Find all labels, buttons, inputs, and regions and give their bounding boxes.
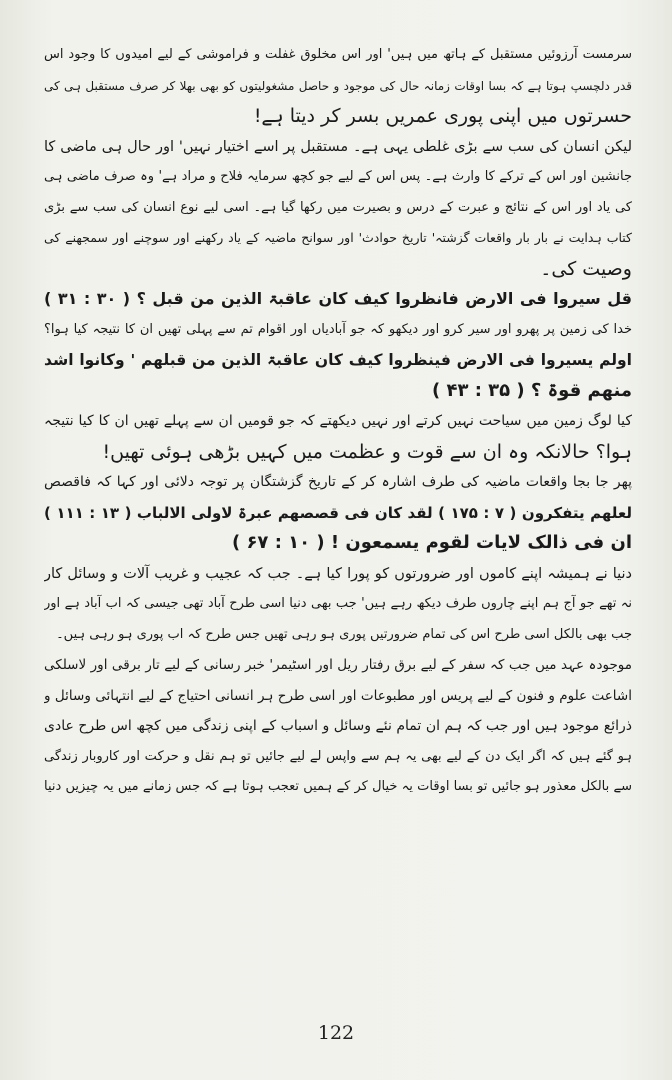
text-line: وصیت کی۔	[540, 257, 632, 280]
page-body-text	[44, 40, 632, 803]
text-line: دنیا نے ہمیشہ اپنے کاموں اور ضرورتوں کو پورا کیا ہے۔ جب کہ عجیب و غریب آلات و وسائل کار	[44, 565, 632, 582]
text-line: کی یاد اور اس کے نتائج و عبرت کے درس و بصیرت میں رکھا گیا ہے۔ اسی لیے نوع انسان کی سب سے بڑی	[44, 199, 632, 215]
arabic-verse-line: منھم قوۃ ؟ ( ۳۵ : ۴۳ )	[431, 379, 632, 401]
text-line: خدا کی زمین پر پھرو اور سیر کرو اور دیکھو کہ جو آبادیاں اور اقوام تم سے پہلی تھیں ان کا نتیجہ کیا ہوا؟	[44, 321, 632, 337]
text-line: سے بالکل معذور ہو جائیں تو بسا اوقات یہ خیال کر کے ہمیں تعجب ہوتا ہے کہ جس زمانے میں یہ چیزیں دنیا	[44, 779, 632, 794]
arabic-verse-line: قل سیروا فی الارض فانظروا کیف کان عاقبۃ الذین من قبل ؟ ( ۳۰ : ۳۱ )	[44, 289, 632, 308]
arabic-verse-line: ان فی ذالک لایات لقوم یسمعون ! ( ۱۰ : ۶۷ )	[231, 532, 632, 553]
text-line: اشاعت علوم و فنون کے لیے پریس اور مطبوعات اور اسی طرح ہر انسانی احتیاج کے لیے انتہائی وسائل و	[44, 687, 632, 704]
arabic-verse-line: اولم یسیروا فی الارض فینظروا کیف کان عاقبۃ الذین من قبلھم ' وکانوا اشد	[44, 351, 632, 369]
page-number: 122	[317, 1022, 355, 1044]
text-line: جب بھی بالکل اسی طرح اس کی تمام ضرورتیں پوری ہو رہی تھیں جس طرح کہ اب پوری ہو رہی ہیں۔	[56, 626, 632, 642]
text-line: ذرائع موجود ہیں اور جب کہ ہم ان تمام نئے وسائل و اسباب کے اپنی زندگی میں کچھ اس طرح عادی	[44, 718, 632, 734]
text-line: پھر جا بجا واقعات ماضیہ کی طرف اشارہ کر کے تاریخ گزشتگان پر توجہ دلائی اور کہا کہ فاقصص	[44, 474, 632, 490]
text-line: جانشین اور اس کے ترکے کا وارث ہے۔ پس اس کے لیے جو کچھ سرمایہ فلاح و مراد ہے' وہ صرف ماضی ہی	[44, 169, 632, 184]
text-line: موجودہ عہد میں جب کہ سفر کے لیے برق رفتار ریل اور اسٹیمر' خبر رسانی کے لیے تار برقی اور لاسلکی	[44, 657, 632, 673]
arabic-verse-line: لعلھم یتفکرون ( ۷ : ۱۷۵ ) لقد کان فی قصصھم عبرۃ لاولی الالباب ( ۱۳ : ۱۱۱ )	[44, 503, 632, 522]
text-line: ہو گئے ہیں کہ اگر ایک دن کے لیے بھی یہ ہم سے واپس لے لیے جائیں تو ہم نقل و حرکت اور کاروبار زندگی	[44, 748, 632, 764]
text-line: سرمست آرزوئیں مستقبل کے ہاتھ میں ہیں' اور اس مخلوق غفلت و فراموشی کے لیے امیدوں کا وجود اس	[44, 47, 632, 62]
text-line: حسرتوں میں اپنی پوری عمریں بسر کر دیتا ہے!	[253, 105, 632, 127]
text-line: نہ تھے جو آج ہم اپنے چاروں طرف دیکھ رہے ہیں' جب بھی دنیا اسی طرح آباد تھی جیسی کہ اب آباد ہے اور	[44, 596, 632, 611]
text-line: کتاب ہدایت نے بار بار واقعات گزشتہ' تاریخ حوادث' اور سوانح ماضیہ کے یاد رکھنے اور سوچنے اور سمجھنے کی	[44, 230, 632, 245]
text-line: قدر دلچسپ ہوتا ہے کہ بسا اوقات زمانہ حال کی موجود و حاصل مشغولیتوں کو بھی بھلا کر صرف مستقبل ہی کی	[44, 78, 632, 93]
text-line: ہوا؟ حالانکہ وہ ان سے قوت و عظمت میں کہیں بڑھی ہوئی تھیں!	[102, 440, 632, 463]
text-line: لیکن انسان کی سب سے بڑی غلطی یہی ہے۔ مستقبل پر اسے اختیار نہیں' اور حال ہی ماضی کا	[44, 138, 632, 155]
text-line: کیا لوگ زمین میں سیاحت نہیں کرتے اور نہیں دیکھتے کہ جو قومیں ان سے پہلے تھیں ان کا کیا نتیجہ	[44, 413, 632, 429]
